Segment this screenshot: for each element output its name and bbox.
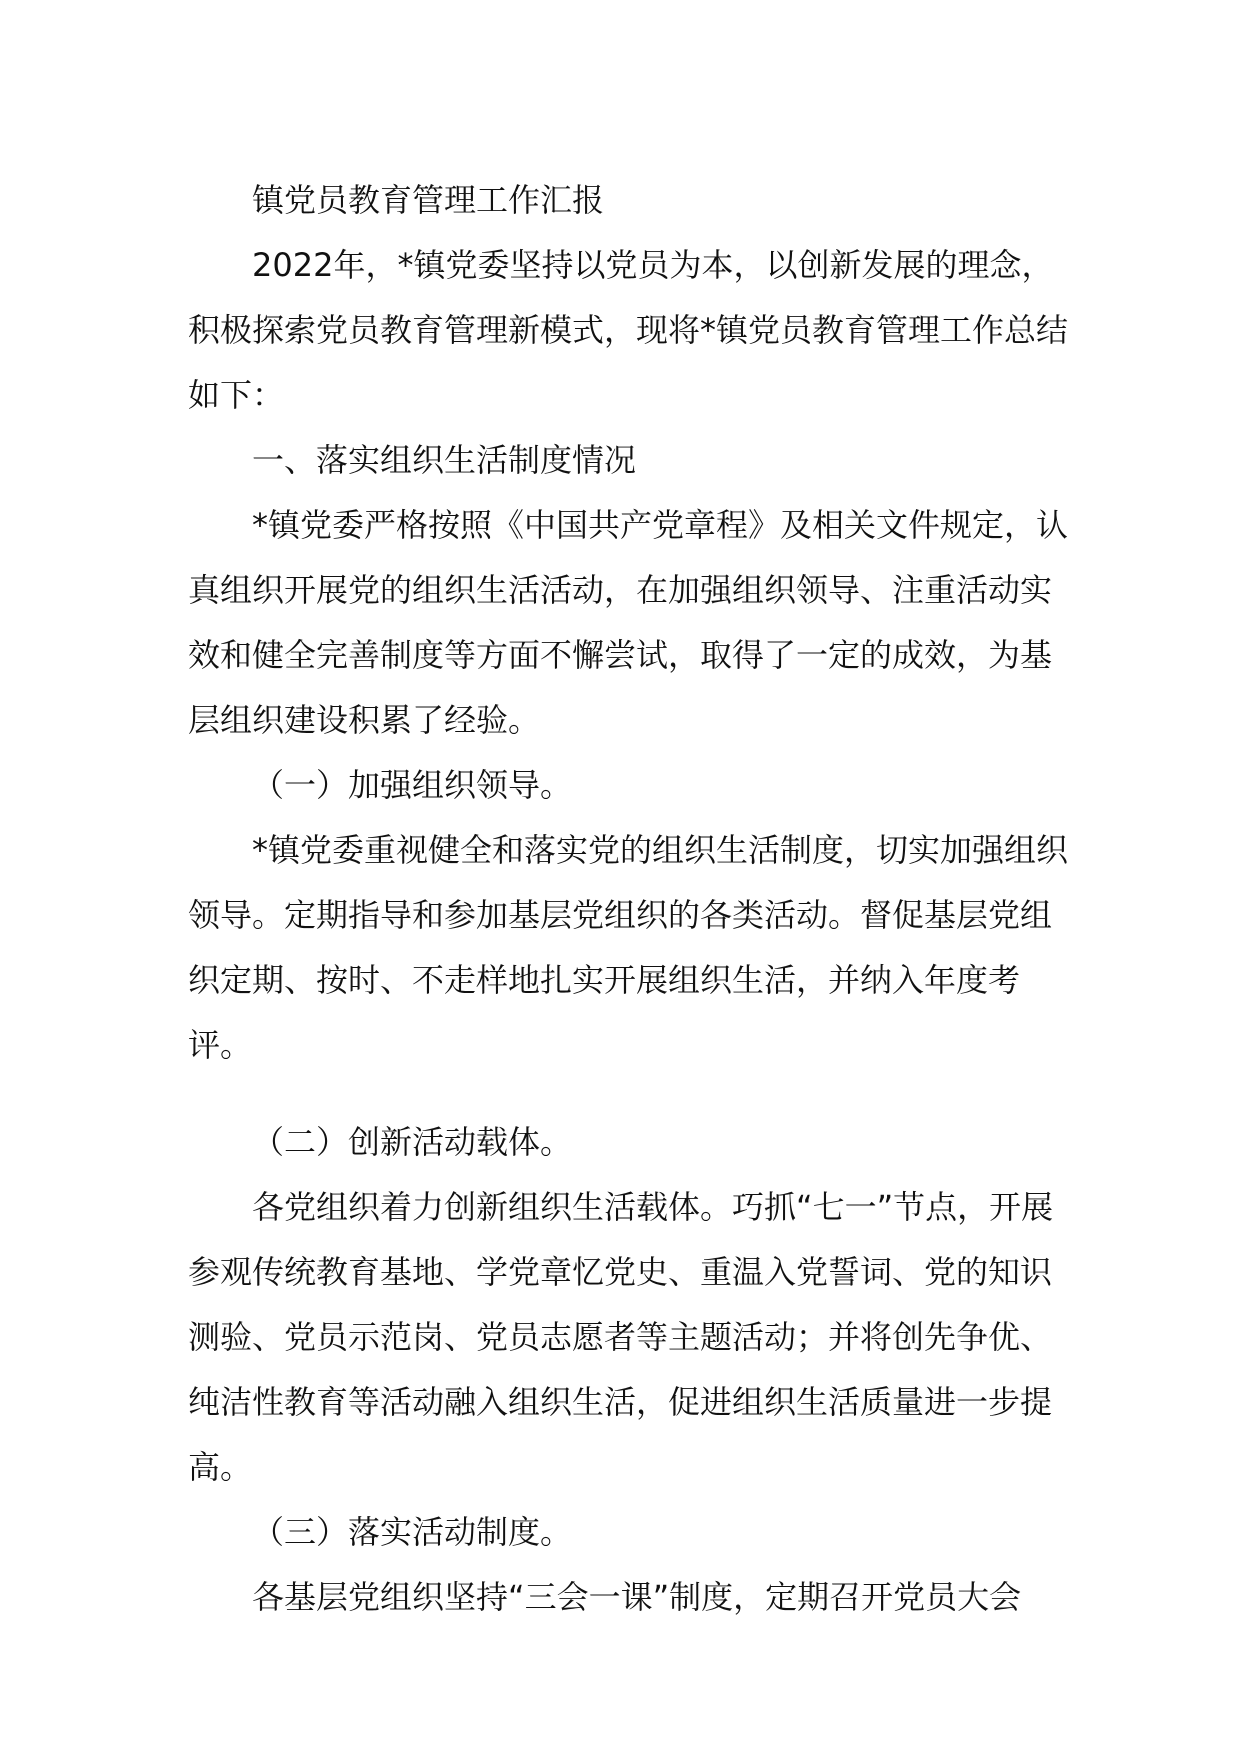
- subsection-2-heading: （二）创新活动载体。: [252, 1123, 573, 1161]
- document-title: 镇党员教育管理工作汇报: [252, 181, 605, 219]
- subsection-1-paragraph: *镇党委重视健全和落实党的组织生活制度，切实加强组织领导。定期指导和参加基层党组织的各类活动。督促基层党组织定期、按时、不走样地扎实开展组织生活，并纳入年度考评。: [188, 831, 1069, 1064]
- section-1-heading: 一、落实组织生活制度情况: [252, 441, 637, 479]
- document-body: [188, 168, 1068, 1630]
- subsection-1-heading: （一）加强组织领导。: [252, 766, 573, 804]
- section-1-paragraph: *镇党委严格按照《中国共产党章程》及相关文件规定，认真组织开展党的组织生活活动，在加强组织领导、注重活动实效和健全完善制度等方面不懈尝试，取得了一定的成效，为基层组织建设积累了经验。: [188, 506, 1069, 739]
- intro-paragraph: 2022年，*镇党委坚持以党员为本，以创新发展的理念，积极探索党员教育管理新模式，现将*镇党员教育管理工作总结如下：: [188, 246, 1069, 414]
- subsection-3-paragraph: 各基层党组织坚持“三会一课”制度，定期召开党员大会: [252, 1578, 1022, 1616]
- subsection-3-heading: （三）落实活动制度。: [252, 1513, 573, 1551]
- subsection-2-paragraph: 各党组织着力创新组织生活载体。巧抓“七一”节点，开展参观传统教育基地、学党章忆党史、重温入党誓词、党的知识测验、党员示范岗、党员志愿者等主题活动；并将创先争优、纯洁性教育等活动融入组织生活，促进组织生活质量进一步提高。: [188, 1188, 1054, 1486]
